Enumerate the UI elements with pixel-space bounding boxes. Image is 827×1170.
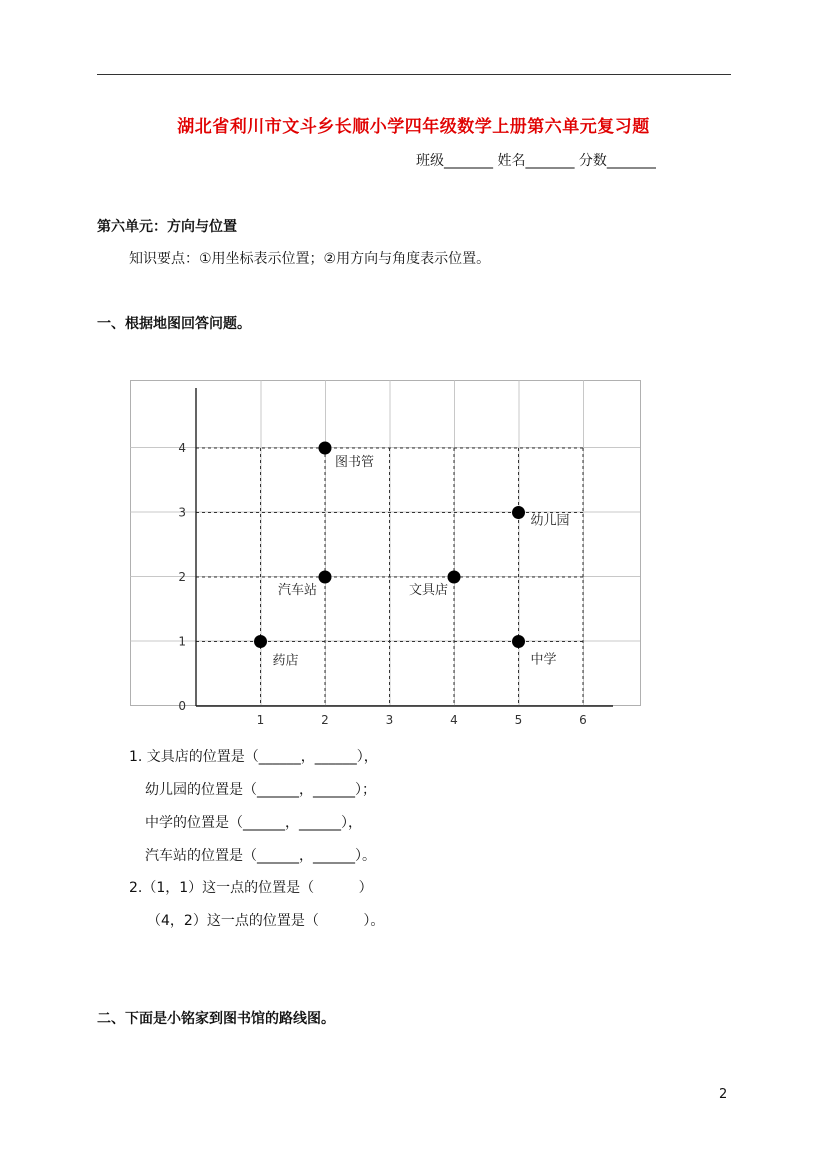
- map-point: [512, 506, 525, 519]
- map-point: [448, 571, 461, 584]
- y-tick-label: 0: [178, 699, 186, 713]
- section-1-heading: 一、根据地图回答问题。: [97, 316, 251, 332]
- map-point: [254, 635, 267, 648]
- map-point-label: 幼儿园: [530, 513, 570, 529]
- x-tick-label: 1: [256, 713, 265, 727]
- x-tick-label: 2: [321, 713, 329, 727]
- y-tick-label: 4: [178, 441, 186, 455]
- question-2-point-a: 2.（1，1）这一点的位置是（ ）: [129, 880, 373, 896]
- map-point-label: 文具店: [408, 583, 448, 598]
- page-number: 2: [719, 1087, 728, 1102]
- map-point: [512, 635, 525, 648]
- header-rule: [97, 74, 731, 75]
- x-tick-label: 5: [514, 713, 523, 727]
- coordinate-map-svg: [130, 380, 650, 732]
- page-title: 湖北省利川市文斗乡长顺小学四年级数学上册第六单元复习题: [177, 117, 650, 137]
- map-point-label: 药店: [272, 653, 299, 669]
- table-frame: [131, 381, 641, 706]
- question-1-school: 中学的位置是（______，______），: [145, 815, 362, 831]
- map-point: [319, 571, 332, 584]
- chart-grid: [131, 381, 641, 707]
- x-tick-label: 4: [450, 713, 458, 727]
- question-1-bus-station: 汽车站的位置是（______，______）。: [145, 848, 376, 864]
- y-tick-label: 1: [178, 634, 186, 649]
- map-point: [319, 442, 332, 455]
- student-info-line: 班级_______ 姓名_______ 分数_______: [416, 153, 656, 169]
- map-point-label: 中学: [530, 652, 557, 668]
- y-tick-label: 2: [178, 570, 186, 584]
- question-2-point-b: （4，2）这一点的位置是（ ）。: [147, 913, 385, 929]
- unit-title: 第六单元：方向与位置: [97, 219, 237, 235]
- x-tick-label: 3: [385, 713, 394, 727]
- chart-points: [254, 442, 570, 669]
- x-tick-label: 6: [579, 713, 587, 727]
- map-point-label: 图书管: [335, 455, 375, 470]
- question-1-stationery: 1. 文具店的位置是（______，______），: [129, 749, 378, 765]
- chart-ticks: [178, 441, 586, 727]
- knowledge-points: 知识要点：①用坐标表示位置；②用方向与角度表示位置。: [129, 251, 491, 267]
- question-1-kindergarten: 幼儿园的位置是（______，______）；: [145, 782, 376, 798]
- coordinate-map: [130, 380, 650, 732]
- map-point-label: 汽车站: [277, 583, 317, 598]
- y-tick-label: 3: [178, 505, 186, 520]
- section-2-heading: 二、下面是小铭家到图书馆的路线图。: [97, 1011, 335, 1027]
